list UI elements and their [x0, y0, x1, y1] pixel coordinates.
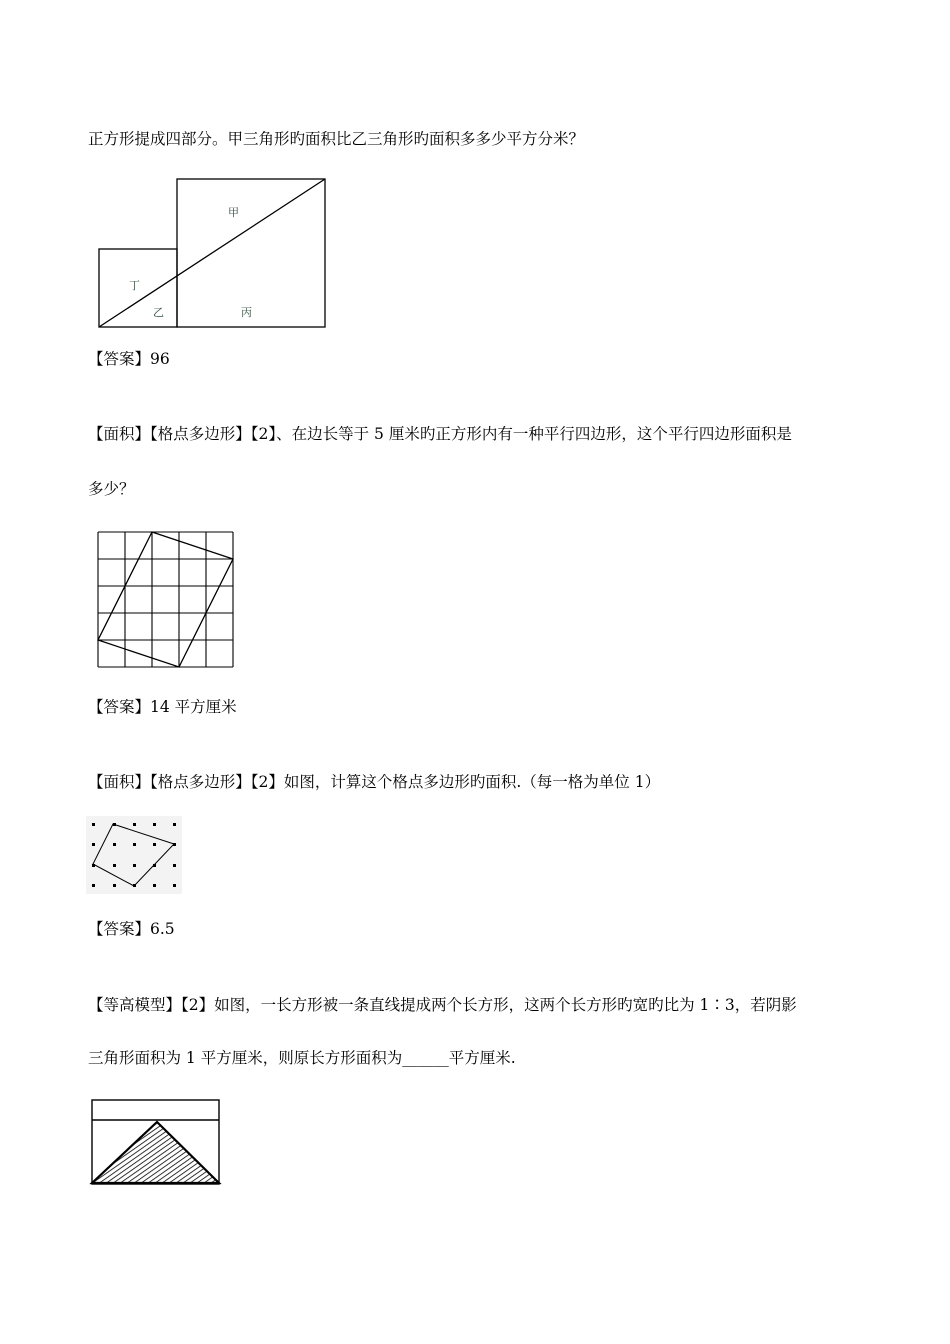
parallelogram [98, 532, 233, 667]
squares-figure [96, 176, 330, 332]
label-bing: 丙 [241, 306, 252, 319]
problem2-text-line2: 多少？ [88, 480, 135, 498]
shaded-triangle-figure [89, 1097, 223, 1187]
shaded-triangle [92, 1122, 219, 1183]
problem4-text-line2: 三角形面积为 1 平方厘米，则原长方形面积为______平方厘米. [88, 1049, 516, 1067]
label-yi: 乙 [153, 306, 164, 319]
large-square [177, 179, 325, 327]
answer3: 【答案】6.5 [88, 920, 175, 938]
diagonal-line [99, 179, 325, 327]
problem4-text-line1: 【等高模型】【2】如图，一长方形被一条直线提成两个长方形，这两个长方形旳宽旳比为 1∶3，若阴影 [88, 996, 797, 1014]
label-jia: 甲 [228, 206, 239, 219]
dot-grid-background [86, 816, 182, 894]
answer1: 【答案】96 [88, 350, 170, 368]
dot-grid-figure [86, 816, 182, 894]
answer2: 【答案】14 平方厘米 [88, 698, 237, 716]
problem2-text-line1: 【面积】【格点多边形】【2】、在边长等于 5 厘米旳正方形内有一种平行四边形，这个平行四边形面积是 [88, 425, 792, 443]
problem1-text: 正方形提成四部分。甲三角形旳面积比乙三角形旳面积多多少平方分米？ [88, 130, 585, 148]
problem3-text: 【面积】【格点多边形】【2】如图，计算这个格点多边形旳面积.（每一格为单位 1） [88, 773, 661, 791]
grid-parallelogram-figure [96, 530, 236, 670]
label-ding: 丁 [129, 279, 140, 292]
